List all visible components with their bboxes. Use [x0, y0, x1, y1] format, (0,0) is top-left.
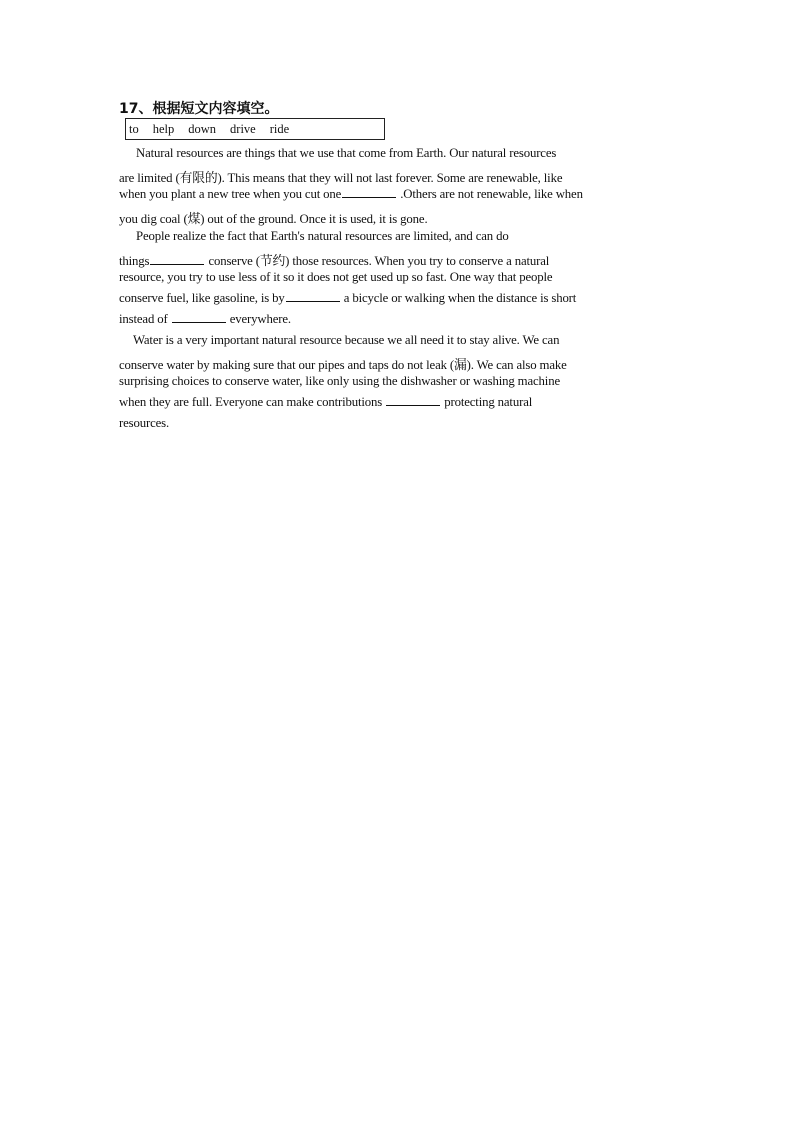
blank-4[interactable]	[172, 312, 226, 323]
word-option: help	[152, 121, 175, 136]
passage-text: protecting natural	[441, 395, 533, 409]
passage-line: are limited (有限的). This means that they will not last forever. Some are renewable, like	[119, 171, 563, 185]
word-option: to	[129, 121, 139, 136]
passage-line	[119, 312, 291, 327]
passage-text: instead of	[119, 312, 171, 326]
blank-3[interactable]	[286, 291, 340, 302]
passage-text: .Others are not renewable, like when	[397, 187, 583, 201]
word-option: ride	[269, 121, 290, 136]
passage-line	[119, 395, 532, 410]
blank-1[interactable]	[342, 187, 396, 198]
passage-line: resources.	[119, 416, 170, 430]
passage-text: conserve fuel, like gasoline, is by	[119, 291, 285, 305]
passage-line	[119, 291, 576, 306]
passage-line: People realize the fact that Earth's natural resources are limited, and can do	[136, 229, 509, 243]
passage-text: when they are full. Everyone can make contributions	[119, 395, 386, 409]
blank-5[interactable]	[386, 395, 440, 406]
passage-line: Water is a very important natural resource because we all need it to stay alive. We can	[133, 333, 560, 347]
passage-line: surprising choices to conserve water, like only using the dishwasher or washing machine	[119, 374, 560, 388]
passage-text: everywhere.	[226, 312, 291, 326]
passage-line: you dig coal (煤) out of the ground. Once it is used, it is gone.	[119, 212, 428, 226]
word-option: drive	[230, 121, 256, 136]
passage-text: a bicycle or walking when the distance is short	[340, 291, 577, 305]
passage-line: resource, you try to use less of it so it does not get used up so fast. One way that people	[119, 270, 553, 284]
passage-line: Natural resources are things that we use that come from Earth. Our natural resources	[136, 146, 557, 160]
blank-2[interactable]	[150, 254, 204, 265]
passage-line	[119, 250, 549, 269]
passage-line	[119, 187, 583, 202]
passage-text: conserve (节约) those resources. When you try to conserve a natural	[205, 254, 550, 268]
word-box	[125, 118, 385, 140]
passage-text: things	[119, 254, 150, 268]
question-title: 17、根据短文内容填空。	[119, 101, 279, 117]
word-option: down	[188, 121, 217, 136]
passage-text: when you plant a new tree when you cut one	[119, 187, 342, 201]
passage-line: conserve water by making sure that our pipes and taps do not leak (漏). We can also make	[119, 358, 567, 372]
